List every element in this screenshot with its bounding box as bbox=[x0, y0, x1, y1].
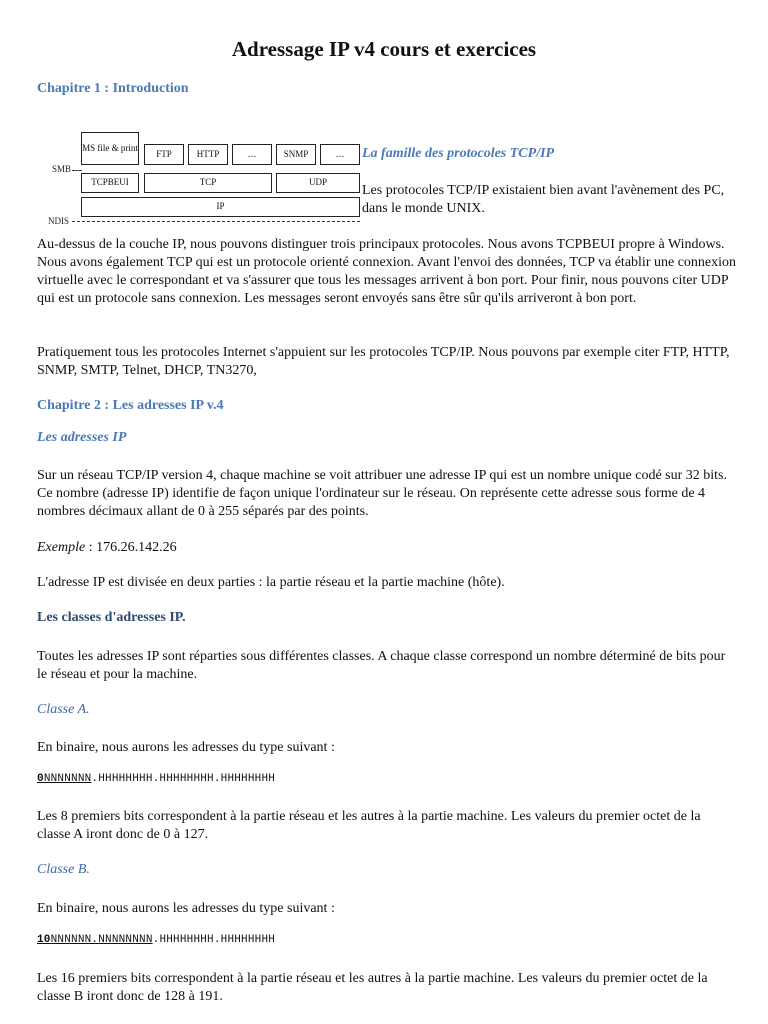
class-b-description: Les 16 premiers bits correspondent à la partie réseau et les autres à la partie machine. Les valeurs du premier octet de la classe B iront donc de 128 à 191. bbox=[37, 971, 708, 1004]
subheading-adresses-ip: Les adresses IP bbox=[37, 430, 127, 445]
example-line bbox=[37, 539, 737, 557]
class-b-leading-bits: 10 bbox=[37, 934, 51, 946]
box-udp: UDP bbox=[276, 173, 360, 193]
class-a-host-bits: .HHHHHHHH.HHHHHHHH.HHHHHHHH bbox=[91, 773, 276, 785]
class-b-host-bits: .HHHHHHHH.HHHHHHHH bbox=[152, 934, 276, 946]
paragraph-ip-parts: L'adresse IP est divisée en deux parties : la partie réseau et la partie machine (hôte). bbox=[37, 575, 505, 590]
ndis-dashed-line bbox=[72, 221, 360, 222]
smb-dashed-line bbox=[72, 170, 82, 171]
class-a-bit-pattern bbox=[37, 773, 275, 785]
smb-label: SMB bbox=[52, 164, 72, 174]
box-tcp: TCP bbox=[144, 173, 272, 193]
class-a-description: Les 8 premiers bits correspondent à la partie réseau et les autres à la partie machine. Les valeurs du premier octet de la classe A iront donc de 0 à 127. bbox=[37, 809, 701, 842]
box-tcpbeui: TCPBEUI bbox=[81, 173, 139, 193]
box-dots-2: … bbox=[320, 144, 360, 165]
document-title: Adressage IP v4 cours et exercices bbox=[231, 37, 537, 61]
example-label: Exemple bbox=[37, 540, 86, 555]
box-ip: IP bbox=[81, 197, 360, 217]
box-snmp: SNMP bbox=[276, 144, 316, 165]
example-value: : 176.26.142.26 bbox=[85, 540, 177, 555]
class-a-intro: En binaire, nous aurons les adresses du type suivant : bbox=[37, 740, 335, 755]
ndis-label: NDIS bbox=[48, 216, 70, 226]
box-ms-file-print: MS file & print bbox=[81, 132, 139, 165]
class-a-leading-bit: 0 bbox=[37, 773, 44, 785]
protocol-stack-diagram bbox=[48, 132, 362, 228]
class-b-intro: En binaire, nous aurons les adresses du type suivant : bbox=[37, 901, 335, 916]
chapter-1-heading: Chapitre 1 : Introduction bbox=[37, 81, 189, 96]
class-b-bit-pattern bbox=[37, 934, 275, 946]
class-a-network-bits: NNNNNNN bbox=[43, 773, 92, 785]
chapter-2-heading: Chapitre 2 : Les adresses IP v.4 bbox=[37, 398, 224, 413]
class-a-heading: Classe A. bbox=[37, 702, 90, 717]
box-dots-1: … bbox=[232, 144, 272, 165]
diagram-side-text: Les protocoles TCP/IP existaient bien avant l'avènement des PC, dans le monde UNIX. bbox=[362, 183, 725, 216]
paragraph-protocols: Au-dessus de la couche IP, nous pouvons distinguer trois principaux protocoles. Nous avons TCPBEUI propre à Windows. Nous avons également TCP qui est un protocole orienté connexion. Avant l'envoi des données, TCP va établir une connexion virtuelle avec le correspondant et va s'assurer que tous les messages arrivent à bon port. Pour finir, nous pouvons citer UDP qui est un protocole sans connexion. Les messages seront envoyés sans être sûr qu'ils arriveront à bon port. bbox=[37, 237, 737, 306]
paragraph-ip-definition: Sur un réseau TCP/IP version 4, chaque machine se voit attribuer une adresse IP qui est un nombre unique codé sur 32 bits. Ce nombre (adresse IP) identifie de façon unique l'ordinateur sur le réseau. On représente cette adresse sous forme de 4 nombres décimaux allant de 0 à 255 séparés par des points. bbox=[37, 468, 727, 519]
class-b-heading: Classe B. bbox=[37, 862, 90, 877]
box-ftp: FTP bbox=[144, 144, 184, 165]
paragraph-internet-protocols: Pratiquement tous les protocoles Internet s'appuient sur les protocoles TCP/IP. Nous pouvons par exemple citer FTP, HTTP, SNMP, SMTP, Telnet, DHCP, TN3270, bbox=[37, 345, 730, 378]
paragraph-classes: Toutes les adresses IP sont réparties sous différentes classes. A chaque classe correspond un nombre déterminé de bits pour le réseau et pour la machine. bbox=[37, 649, 726, 682]
classes-heading: Les classes d'adresses IP. bbox=[37, 610, 186, 625]
class-b-network-bits: NNNNNN.NNNNNNNN bbox=[50, 934, 153, 946]
box-http: HTTP bbox=[188, 144, 228, 165]
diagram-caption: La famille des protocoles TCP/IP bbox=[362, 146, 555, 161]
